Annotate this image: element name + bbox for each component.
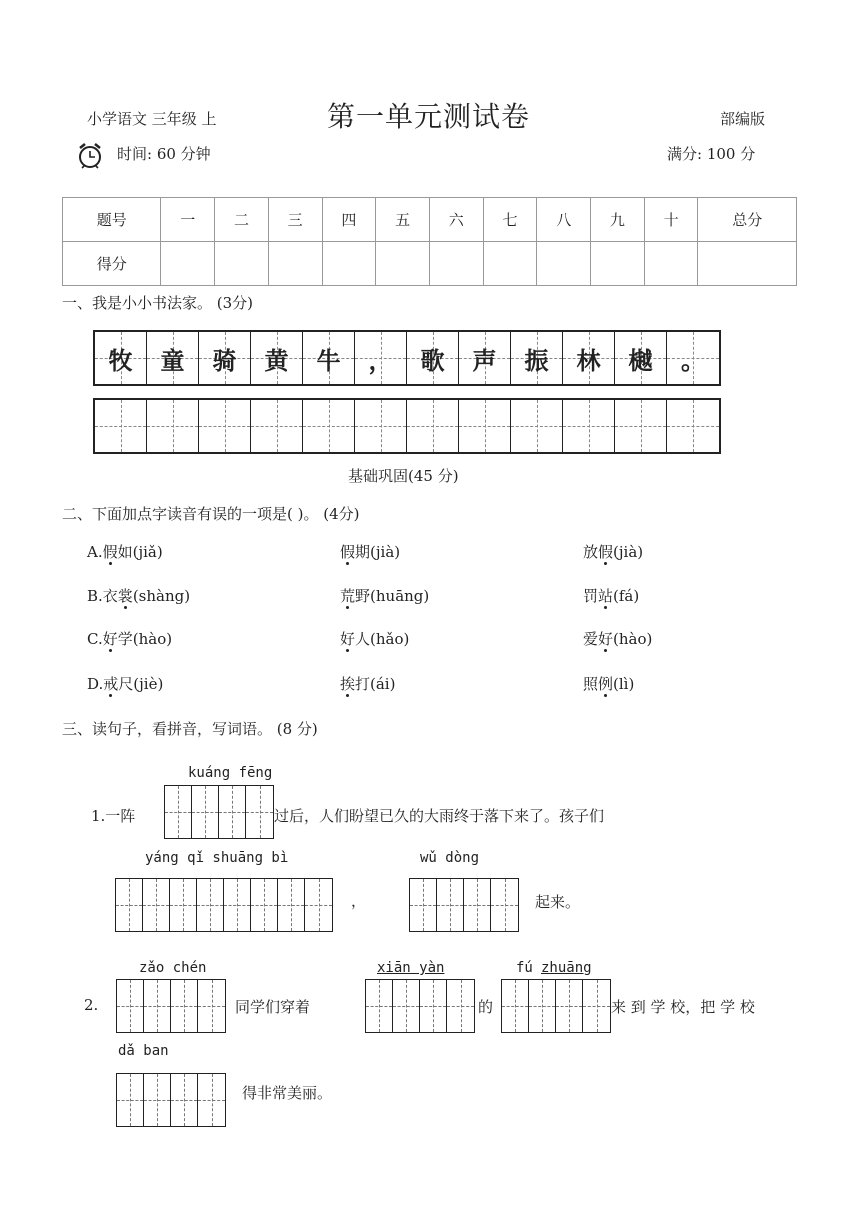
table-cell: 八 <box>537 198 591 242</box>
option-d: D.戒尺(jiè) <box>87 675 164 693</box>
table-cell: 一 <box>161 198 215 242</box>
option-c: C.好学(hào) <box>87 630 173 648</box>
table-cell: 四 <box>322 198 376 242</box>
grid-cell: 振 <box>511 332 563 384</box>
full-score-label: 满分: 100 分 <box>667 145 756 163</box>
sentence-1-middle: 过后，人们盼望已久的大雨终于落下来了。孩子们 <box>274 807 605 825</box>
comma-text: ， <box>351 892 367 910</box>
pinyin-kuangfeng: kuáng fēng <box>188 765 273 781</box>
score-input-cell[interactable] <box>644 242 698 286</box>
score-input-cell[interactable] <box>537 242 591 286</box>
grid-cell[interactable] <box>303 400 355 452</box>
option-b-word-3: 罚站(fá) <box>583 587 640 605</box>
option-b: B.衣裳(shàng) <box>87 587 191 605</box>
practice-writing-grid[interactable] <box>93 398 721 454</box>
grid-cell: 牛 <box>303 332 355 384</box>
option-c-word-3: 爱好(hào) <box>583 630 653 648</box>
edition-label: 部编版 <box>720 110 766 128</box>
option-a: A.假如(jiǎ) <box>87 543 163 561</box>
table-cell: 三 <box>268 198 322 242</box>
score-input-cell[interactable] <box>161 242 215 286</box>
question-1-title: 一、我是小小书法家。 (3分) <box>62 294 254 312</box>
grid-cell: 歌 <box>407 332 459 384</box>
pinyin-xianyan: xiān yàn <box>377 960 445 976</box>
table-cell: 得分 <box>63 242 161 286</box>
score-table <box>62 197 797 286</box>
table-row <box>63 242 797 286</box>
score-input-cell[interactable] <box>698 242 797 286</box>
sentence-1-start: 1.一阵 <box>91 807 136 825</box>
grid-cell: 樾 <box>615 332 667 384</box>
pinyin-yangqishuangbi: yáng qǐ shuāng bì <box>145 850 289 866</box>
answer-box-fuzhuang[interactable] <box>501 979 611 1033</box>
section-label: 基础巩固(45 分) <box>348 467 459 485</box>
table-cell: 二 <box>215 198 269 242</box>
grid-cell[interactable] <box>667 400 719 452</box>
sentence-2-de: 的 <box>478 998 494 1016</box>
table-row <box>63 198 797 242</box>
table-cell: 十 <box>644 198 698 242</box>
grid-cell: 骑 <box>199 332 251 384</box>
grid-cell: 声 <box>459 332 511 384</box>
score-input-cell[interactable] <box>322 242 376 286</box>
pinyin-fu: fú <box>516 960 533 976</box>
grid-cell[interactable] <box>615 400 667 452</box>
grid-cell: 黄 <box>251 332 303 384</box>
option-d-word-2: 挨打(ái) <box>340 675 396 693</box>
grid-cell: 林 <box>563 332 615 384</box>
table-cell: 九 <box>591 198 645 242</box>
pinyin-zhuang: zhuāng <box>541 960 592 976</box>
grid-cell: ， <box>355 332 407 384</box>
page-title: 第一单元测试卷 <box>327 100 531 133</box>
option-c-word-2: 好人(hǎo) <box>340 630 410 648</box>
option-d-word-3: 照例(lì) <box>583 675 635 693</box>
score-input-cell[interactable] <box>268 242 322 286</box>
score-input-cell[interactable] <box>429 242 483 286</box>
grid-cell[interactable] <box>95 400 147 452</box>
alarm-clock-icon <box>76 140 104 174</box>
answer-box-yangqishuangbi[interactable] <box>115 878 333 932</box>
sentence-2-part-2: 来 到 学 校，把 学 校 <box>611 998 755 1016</box>
subject-label: 小学语文 三年级 上 <box>87 110 217 128</box>
grid-cell[interactable] <box>355 400 407 452</box>
pinyin-zaochen: zǎo chén <box>139 960 207 976</box>
answer-box-zaochen[interactable] <box>116 979 226 1033</box>
answer-box-wudong[interactable] <box>409 878 519 932</box>
grid-cell[interactable] <box>199 400 251 452</box>
table-cell: 题号 <box>63 198 161 242</box>
question-3-title: 三、读句子，看拼音，写词语。 (8 分) <box>62 720 318 738</box>
sentence-1-end: 起来。 <box>535 893 581 911</box>
grid-cell[interactable] <box>563 400 615 452</box>
score-input-cell[interactable] <box>215 242 269 286</box>
grid-cell[interactable] <box>459 400 511 452</box>
question-2-title: 二、下面加点字读音有误的一项是( )。 (4分) <box>62 505 360 523</box>
grid-cell: 。 <box>667 332 719 384</box>
table-cell: 六 <box>429 198 483 242</box>
model-writing-grid <box>93 330 721 386</box>
table-cell: 五 <box>376 198 430 242</box>
sentence-2-part-1: 同学们穿着 <box>235 998 311 1016</box>
grid-cell[interactable] <box>147 400 199 452</box>
pinyin-wudong: wǔ dòng <box>420 850 480 866</box>
option-a-word-3: 放假(jià) <box>583 543 644 561</box>
score-input-cell[interactable] <box>591 242 645 286</box>
table-cell: 总分 <box>698 198 797 242</box>
pinyin-daban: dǎ ban <box>118 1043 169 1059</box>
answer-box-daban[interactable] <box>116 1073 226 1127</box>
sentence-2-number: 2. <box>84 996 99 1014</box>
sentence-2-end: 得非常美丽。 <box>242 1084 333 1102</box>
table-cell: 七 <box>483 198 537 242</box>
score-input-cell[interactable] <box>483 242 537 286</box>
option-b-word-2: 荒野(huāng) <box>340 587 430 605</box>
grid-cell: 童 <box>147 332 199 384</box>
grid-cell[interactable] <box>511 400 563 452</box>
grid-cell[interactable] <box>251 400 303 452</box>
grid-cell: 牧 <box>95 332 147 384</box>
answer-box-kuangfeng[interactable] <box>164 785 274 839</box>
time-label: 时间: 60 分钟 <box>117 145 211 163</box>
option-a-word-2: 假期(jià) <box>340 543 401 561</box>
answer-box-xianyan[interactable] <box>365 979 475 1033</box>
grid-cell[interactable] <box>407 400 459 452</box>
score-input-cell[interactable] <box>376 242 430 286</box>
